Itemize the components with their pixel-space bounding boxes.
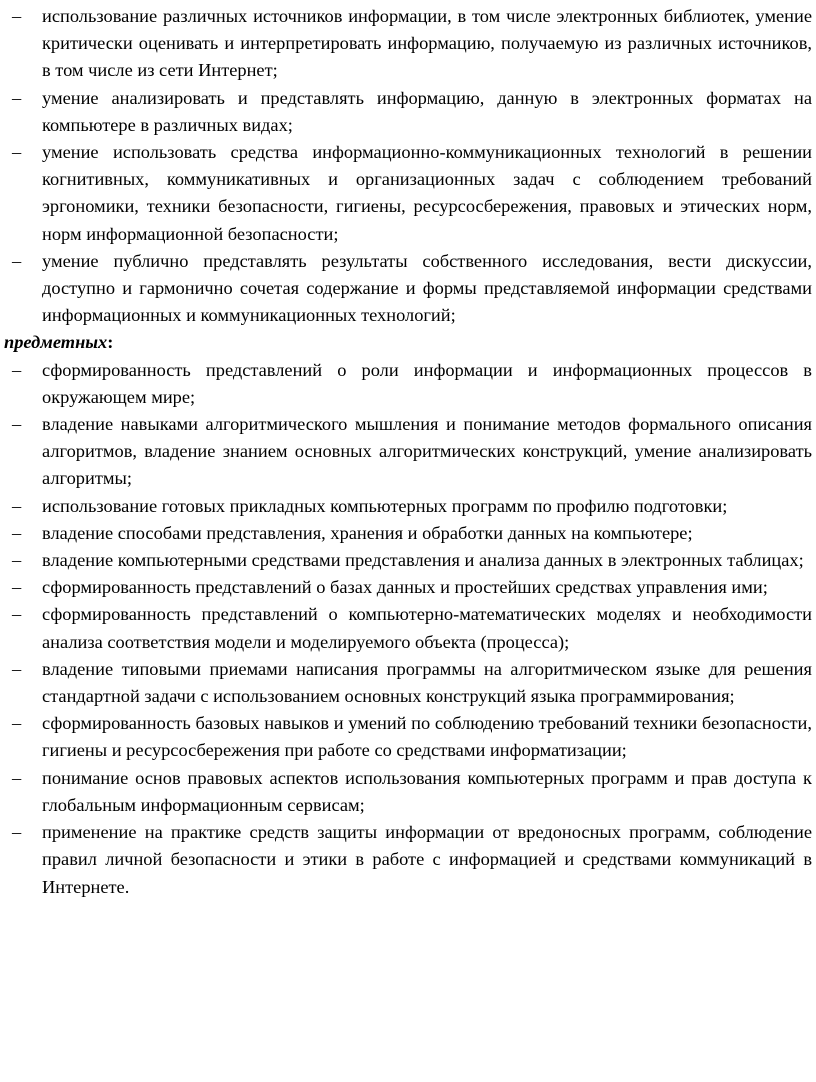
list-item (4, 520, 812, 547)
bullet-dash: – (12, 87, 22, 108)
bullet-dash: – (12, 767, 22, 788)
list-item-text: умение публично представлять результаты собственного исследования, вести дискуссии, доступно и гармонично сочетая содержание и формы представляемой информации средствами информационных и коммуникационных технологий; (42, 250, 812, 326)
section-heading-colon: : (107, 332, 114, 353)
list-item (4, 411, 812, 493)
list-item-text: сформированность представлений о базах данных и простейших средствах управления ими; (42, 577, 768, 598)
subject-bullet-list (4, 357, 812, 901)
bullet-dash: – (12, 522, 22, 543)
list-item (4, 710, 812, 764)
list-item (4, 493, 812, 520)
list-item (4, 656, 812, 710)
list-item (4, 601, 812, 655)
bullet-dash: – (12, 822, 22, 843)
list-item (4, 357, 812, 411)
list-item-text: использование различных источников информации, в том числе электронных библиотек, умение критически оценивать и интерпретировать информацию, получаемую из различных источников, в том числе из сети Интернет; (42, 6, 812, 81)
list-item (4, 248, 812, 330)
list-item-text: сформированность базовых навыков и умений по соблюдению требований техники безопасности, гигиены и ресурсосбережения при работе со средствами информатизации; (42, 713, 812, 761)
list-item-text: сформированность представлений о роли информации и информационных процессов в окружающем мире; (42, 359, 812, 407)
list-item (4, 85, 812, 139)
bullet-dash: – (12, 577, 22, 598)
list-item-text: сформированность представлений о компьютерно-математических моделях и необходимости анализа соответствия модели и моделируемого объекта (процесса); (42, 604, 812, 652)
bullet-dash: – (12, 6, 22, 26)
list-item-text: владение компьютерными средствами представления и анализа данных в электронных таблицах; (42, 550, 804, 571)
intro-bullet-list (4, 3, 812, 329)
list-item-text: владение навыками алгоритмического мышления и понимание методов формального описания алгоритмов, владение знанием основных алгоритмических конструкций, умение анализировать алгоритмы; (42, 414, 812, 489)
bullet-dash: – (12, 658, 22, 679)
list-item (4, 547, 812, 574)
list-item-text: владение типовыми приемами написания программы на алгоритмическом языке для решения стандартной задачи с использованием основных конструкций языка программирования; (42, 658, 812, 707)
bullet-dash: – (12, 713, 22, 734)
list-item (4, 3, 812, 85)
list-item-text: умение анализировать и представлять информацию, данную в электронных форматах на компьютере в различных видах; (42, 87, 812, 135)
list-item (4, 574, 812, 601)
list-item-text: умение использовать средства информационно-коммуникационных технологий в решении когнитивных, коммуникативных и организационных задач с соблюдением требований эргономики, техники безопасности, гигиены, ресурсосбережения, правовых и этических норм, норм информационной безопасности; (42, 142, 812, 244)
section-heading-title: предметных (4, 332, 108, 353)
bullet-dash: – (12, 142, 22, 163)
bullet-dash: – (12, 495, 22, 516)
list-item-text: применение на практике средств защиты информации от вредоносных программ, соблюдение правил личной безопасности и этики в работе с информацией и средствами коммуникаций в Интернете. (42, 822, 812, 897)
bullet-dash: – (12, 550, 22, 571)
list-item-text: использование готовых прикладных компьютерных программ по профилю подготовки; (42, 495, 728, 516)
list-item (4, 819, 812, 901)
list-item (4, 139, 812, 248)
bullet-dash: – (12, 250, 22, 271)
list-item-text: понимание основ правовых аспектов использования компьютерных программ и прав доступа к глобальным информационным сервисам; (42, 767, 812, 815)
bullet-dash: – (12, 359, 22, 380)
list-item (4, 765, 812, 819)
bullet-dash: – (12, 414, 22, 435)
list-item-text: владение способами представления, хранения и обработки данных на компьютере; (42, 522, 693, 543)
section-heading (4, 329, 812, 356)
bullet-dash: – (12, 604, 22, 625)
